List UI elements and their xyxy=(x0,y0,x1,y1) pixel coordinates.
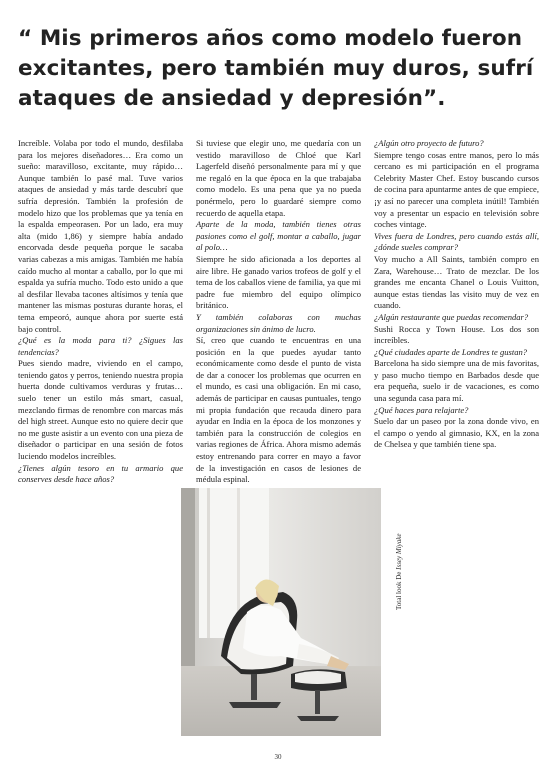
photo-credit-brand: Issey Miyake xyxy=(395,533,403,570)
interview-question: Y también colaboras con muchas organizaciones sin ánimo de lucro. xyxy=(196,311,361,334)
answer-paragraph: Barcelona ha sido siempre una de mis favoritas, y paso mucho tiempo en Barbados desde que era pequeña, suelo ir de vacaciones, es como una segunda casa para mí. xyxy=(374,358,539,404)
answer-paragraph: Siempre tengo cosas entre manos, pero lo más cercano es mi participación en el programa Celebrity Master Chef. Estoy buscando cursos de cocina para apuntarme antes de que empiece, ¡y así no parecer una completa inútil! También voy a presentar un espacio en televisión sobre coches vintage. xyxy=(374,149,539,230)
answer-paragraph: Si tuviese que elegir uno, me quedaría con un vestido maravilloso de Chloé que Karl Lagerfeld diseñó personalmente para mí y que me regaló en la que época en la que trabajaba como modelo. Es una pena que ya no pueda ponérmelo, pero lo guardaré siempre como recuerdo de aquella etapa. xyxy=(196,138,361,218)
page-number: 30 xyxy=(274,753,282,761)
photo-credit xyxy=(395,534,403,610)
answer-paragraph: Pues siendo madre, viviendo en el campo, teniendo gatos y perros, teniendo nuestra propia huerta donde cultivamos verduras y frutas… suelo tener un estilo más smart, casual, mezclando firmas de renombre con marcas más del high street. Aunque esto no quiere decir que no me guste asistir a un evento con una pieza de diseñador o participar en una sesión de fotos luciendo modelos increíbles. xyxy=(18,358,183,462)
answer-paragraph: Voy mucho a All Saints, también compro en Zara, Warehouse… Trato de mezclar. De los grandes me encanta Chanel o Louis Vuitton, aunque estas tiendas las visito muy de vez en cuando. xyxy=(374,253,539,311)
interview-question: Aparte de la moda, también tienes otras pasiones como el golf, montar a caballo, jugar al polo… xyxy=(196,219,361,253)
answer-paragraph: Suelo dar un paseo por la zona donde vivo, en el campo o yendo al gimnasio, KX, en la zona de Chelsea y que también tiene spa. xyxy=(374,416,539,450)
interview-question: ¿Tienes algún tesoro en tu armario que conserves desde hace años? xyxy=(18,462,183,485)
interview-question: ¿Qué ciudades aparte de Londres te gustan? xyxy=(374,346,528,357)
model-on-lounge-chair-image xyxy=(181,488,381,736)
answer-paragraph: Increíble. Volaba por todo el mundo, desfilaba para los mejores diseñadores… Era como un sueño: maravilloso, excitante, muy rápido… Aunque también lo pasé mal. Tuve varios ataques de ansiedad y más tarde descubrí que sufría depresión. También la profesión de modelo hizo que los problemas que ya tenía en la espalda empeorasen. Por un lado, era muy alta (mido 1,86) y siempre había andado encorvada desde pequeña porque le sacaba varias cabezas a mis amigas. También me había caído mucho al montar a caballo, por lo que mi espalda ya sufría mucho. Todo esto unido a que al desfilar llevaba tacones altísimos y tenía que mantener las mismas posturas durante horas, el tema empeoró, aunque ahora por suerte está bajo control. xyxy=(18,138,183,334)
interview-question: ¿Qué haces para relajarte? xyxy=(374,404,469,415)
photo-credit-prefix: Total look De xyxy=(395,569,403,610)
interview-question: ¿Qué es la moda para ti? ¿Sigues las tendencias? xyxy=(18,335,183,357)
interview-question: ¿Algún otro proyecto de futuro? xyxy=(374,138,484,148)
answer-paragraph: Sushi Rocca y Town House. Los dos son increíbles. xyxy=(374,323,539,346)
article-column-1 xyxy=(18,138,183,486)
interview-question: ¿Algún restaurante que puedas recomendar? xyxy=(374,311,529,322)
article-column-3 xyxy=(374,138,539,451)
interview-question: Vives fuera de Londres, pero cuando estás allí, ¿dónde sueles comprar? xyxy=(374,230,539,253)
model-photo xyxy=(181,488,381,736)
pull-quote-headline: “ Mis primeros años como modelo fueron excitantes, pero también muy duros, sufrí ataques de ansiedad y depresión”. xyxy=(18,26,534,111)
answer-paragraph: Siempre he sido aficionada a los deportes al aire libre. He ganado varios trofeos de golf y el tema de los caballos viene de familia, ya que mi padre fue miembro del equipo olímpico británico. xyxy=(196,253,361,311)
article-column-2 xyxy=(196,138,361,486)
answer-paragraph: Sí, creo que cuando te encuentras en una posición en la que puedes ayudar tanto económicamente como desde el punto de vista de dar a conocer los problemas que ocurren en el mundo, es casi una obligación. En mi caso, además de participar en causas puntuales, tengo mi propia fundación que recauda dinero para ayudar en India en la época de los monzones y también para la construcción de colegios en varias regiones de África. Ahora mismo además estoy entrenando para correr en mayo a favor de la investigación en casos de lesiones de médula espinal. xyxy=(196,335,361,485)
